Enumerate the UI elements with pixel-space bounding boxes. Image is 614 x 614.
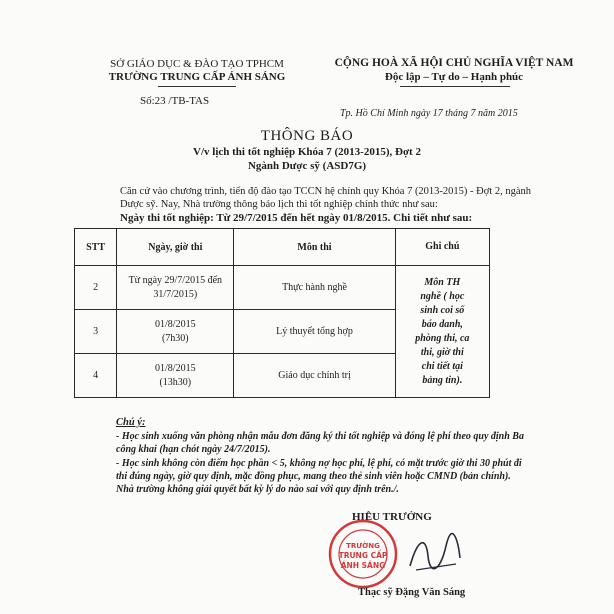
row-subject: Giáo dục chính trị xyxy=(234,354,395,398)
row-date-line-2: 31/7/2015) xyxy=(153,288,198,300)
body-paragraph-1: Căn cứ vào chương trình, tiến độ đào tạo TCCN hệ chính quy Khóa 7 (2013-2015) - Đợt 2, ngành xyxy=(120,186,532,197)
header-note: Ghi chú xyxy=(395,229,489,266)
nation-underline xyxy=(400,86,510,87)
table-header-row xyxy=(75,229,490,266)
note-line: báo danh, xyxy=(421,318,463,330)
document-subtitle-2: Ngành Dược sỹ (ASD7G) xyxy=(247,160,367,172)
nation-line-1: CỘNG HOÀ XÃ HỘI CHỦ NGHĨA VIỆT NAM xyxy=(334,57,574,69)
row-datetime xyxy=(117,266,234,310)
row-datetime xyxy=(117,354,234,398)
seal-text-3: ÁNH SÁNG xyxy=(340,561,386,570)
header-datetime: Ngày, giờ thi xyxy=(117,229,234,266)
signer-name: Thạc sỹ Đặng Văn Sáng xyxy=(358,587,466,598)
note-line: sinh coi số xyxy=(420,304,465,316)
note-text-line: - Học sinh xuống văn phòng nhận mẫu đơn đăng ký thi tốt nghiệp và đóng lệ phí theo quy định Ba xyxy=(116,431,524,442)
row-date-line-2: (7h30) xyxy=(161,332,189,344)
exam-dates: Ngày thi tốt nghiệp: Từ 29/7/2015 đến hết ngày 01/8/2015. Chi tiết như sau: xyxy=(120,212,473,224)
handwritten-signature-icon xyxy=(406,528,464,578)
row-date-line-2: (13h30) xyxy=(159,376,192,388)
exam-schedule-table xyxy=(74,228,490,398)
header-subject: Môn thi xyxy=(234,229,395,266)
note-text-line: thi đúng ngày, giờ quy định, mặc đồng phục, mang theo thẻ sinh viên hoặc CMND (bản chính). xyxy=(116,471,511,482)
row-stt: 3 xyxy=(75,310,117,354)
row-stt: 4 xyxy=(75,354,117,398)
document-subtitle-1: V/v lịch thi tốt nghiệp Khóa 7 (2013-2015), Đợt 2 xyxy=(193,146,421,158)
note-line: Môn TH xyxy=(424,276,461,288)
document-title: THÔNG BÁO xyxy=(260,128,354,144)
nation-line-2: Độc lập – Tự do – Hạnh phúc xyxy=(384,71,524,83)
notes-title: Chú ý: xyxy=(116,417,146,428)
official-seal-icon xyxy=(327,518,399,590)
note-line: bảng tin). xyxy=(422,374,463,386)
row-stt: 2 xyxy=(75,266,117,310)
note-line: thi, giờ thi xyxy=(420,346,464,358)
row-datetime xyxy=(117,310,234,354)
document-date: Tp. Hồ Chí Minh ngày 17 tháng 7 năm 2015 xyxy=(340,108,518,119)
org-underline xyxy=(158,86,236,87)
seal-text-1: TRƯỜNG xyxy=(346,542,380,550)
note-line: chi tiết tại xyxy=(421,360,463,372)
header-stt: STT xyxy=(75,229,117,266)
document-number: Số:23 /TB-TAS xyxy=(140,95,210,107)
org-line-1: SỞ GIÁO DỤC & ĐÀO TẠO TPHCM xyxy=(110,58,284,70)
note-text-line: Nhà trường không giải quyết bất kỳ lý do nào sai với quy định trên./. xyxy=(116,484,399,495)
note-line: phòng thi, ca xyxy=(415,332,470,344)
signature-title: HIỆU TRƯỞNG xyxy=(352,511,432,523)
row-note xyxy=(395,266,489,398)
seal-text-2: TRUNG CẤP xyxy=(338,551,388,560)
row-date-line-1: Từ ngày 29/7/2015 đến xyxy=(128,274,223,286)
row-date-line-1: 01/8/2015 xyxy=(155,318,196,330)
note-line: nghề ( học xyxy=(420,290,465,302)
body-paragraph-2: Dược sỹ. Nay, Nhà trường thông báo lịch thi tốt nghiệp chính thức như sau: xyxy=(120,199,438,210)
row-subject: Thực hành nghề xyxy=(234,266,395,310)
table-row xyxy=(75,266,490,310)
row-date-line-1: 01/8/2015 xyxy=(155,362,196,374)
note-text-line: công khai (hạn chót ngày 24/7/2015). xyxy=(116,444,271,455)
org-line-2: TRƯỜNG TRUNG CẤP ÁNH SÁNG xyxy=(108,71,286,83)
note-text-line: - Học sinh không còn điểm học phần < 5, không nợ học phí, lệ phí, có mặt trước giờ thi 30 phút đi xyxy=(116,458,522,469)
row-subject: Lý thuyết tổng hợp xyxy=(234,310,395,354)
